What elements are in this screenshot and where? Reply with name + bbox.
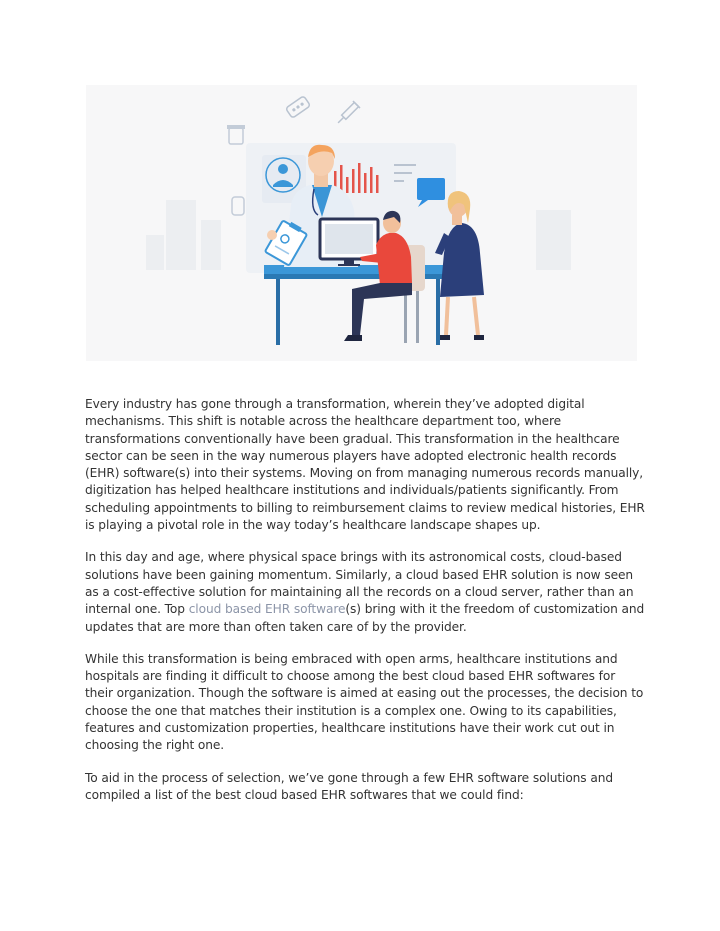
pills-icon: [286, 96, 311, 118]
paragraph-intro: Every industry has gone through a transformation, wherein they’ve adopted digital mechanisms. This shift is notable across the healthcare department too, where transformations conventionally have been gradual. This transformation in the healthcare sector can be seen in the way numerous players have adopted electronic health records (EHR) software(s) into their systems. Moving on from managing numerous records manually, digitization has helped healthcare institutions and individuals/patients significantly. From scheduling appointments to billing to reimbursement claims to review medical histories, EHR is playing a pivotal role in the way today’s healthcare landscape shapes up.: [85, 397, 645, 533]
pill-bottle-icon: [227, 125, 245, 215]
cloud-ehr-software-link[interactable]: cloud based EHR software: [188, 602, 346, 617]
paragraph-cloud-text-end: (s) bring with it the freedom of customization and updates that are more than often taken care of by the provider.: [85, 602, 645, 634]
paragraph-choice: While this transformation is being embraced with open arms, healthcare institutions and hospitals are finding it difficult to choose among the best cloud based EHR softwares for their organization. Though the software is aimed at easing out the processes, the decision to choose the one that matches their institution is a complex one. Owing to its capabilities, features and customization properties, healthcare institutions have their work cut out in choosing the right one.: [85, 651, 644, 753]
paragraph-cloud: [85, 549, 645, 635]
article-body: [85, 396, 645, 819]
hand: [267, 230, 277, 240]
syringe-icon: [335, 101, 360, 126]
paragraph-cloud-text-start: In this day and age, where physical space brings with its astronomical costs, cloud-based solutions have been gaining momentum. Similarly, a cloud based EHR solution is now seen as a cost-effective solution for maintaining all the records on a cloud server, rather than an internal one. Top: [85, 550, 634, 617]
hero-illustration: [86, 85, 637, 361]
healthcare-scene: [86, 85, 637, 361]
paragraph-selection: To aid in the process of selection, we’ve gone through a few EHR software solutions and compiled a list of the best cloud based EHR softwares that we could find:: [85, 770, 613, 802]
